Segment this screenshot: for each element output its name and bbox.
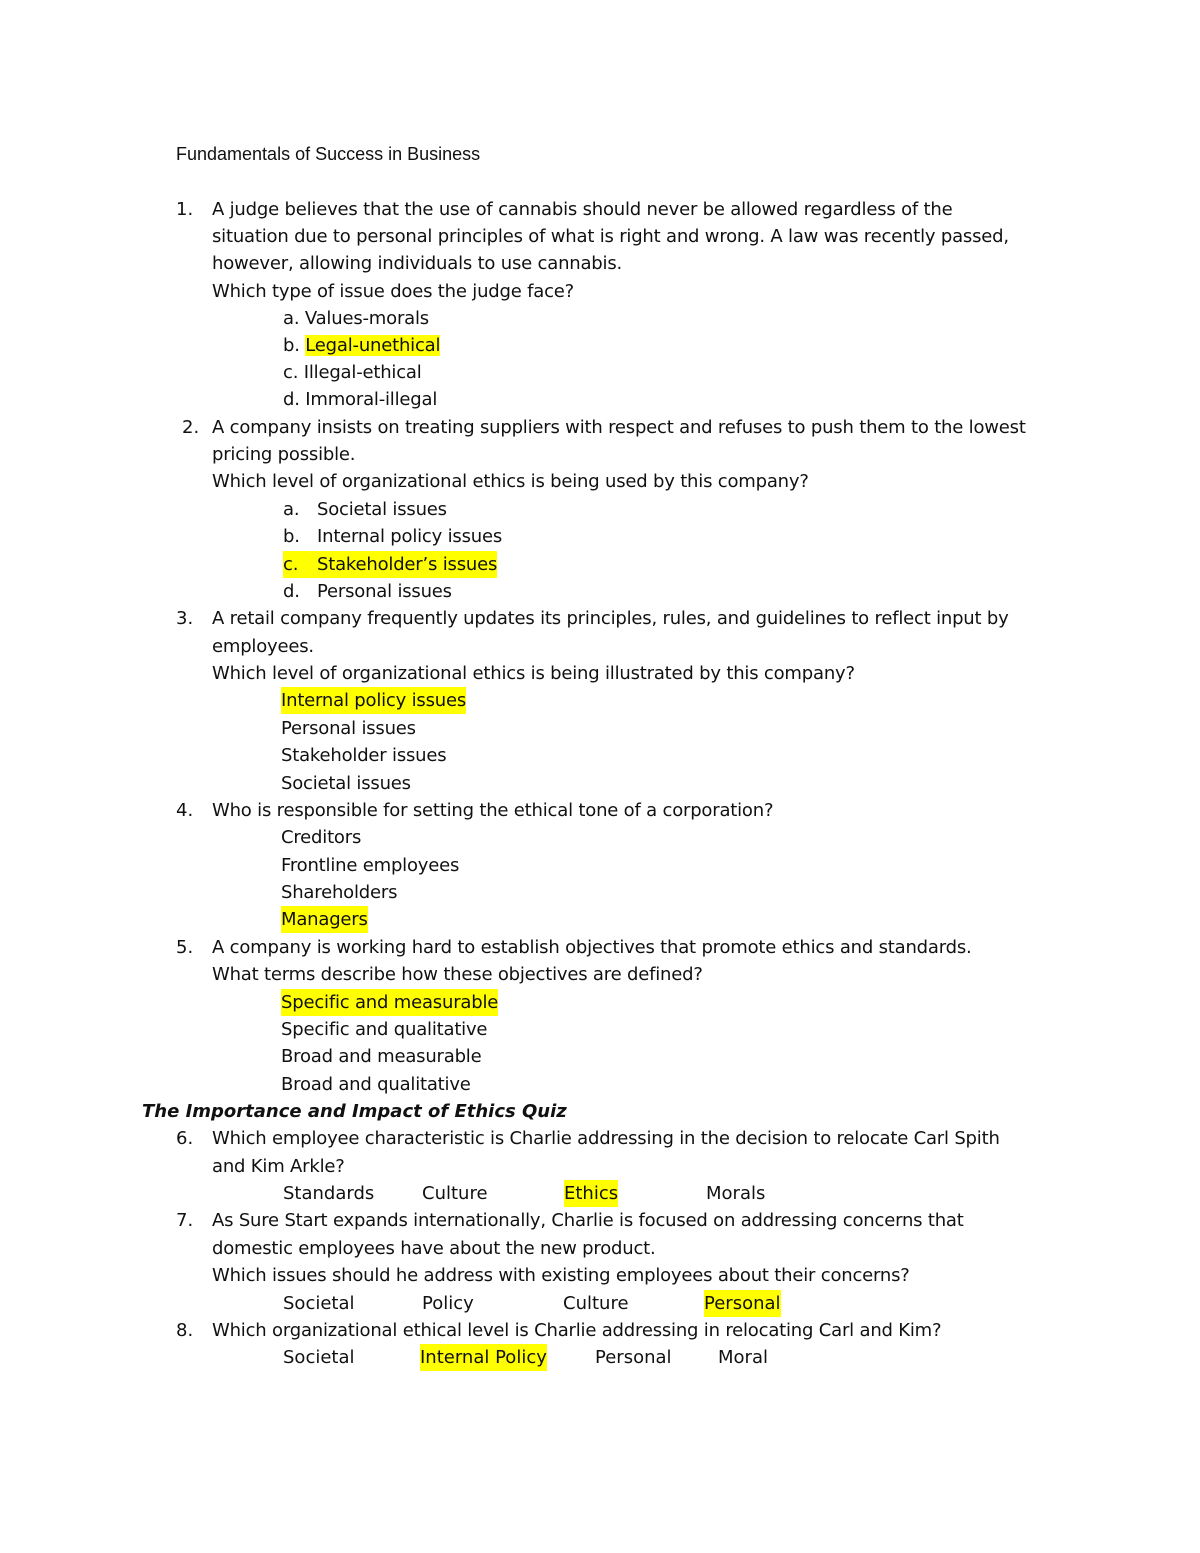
option-letter: b.	[283, 335, 300, 356]
answer-option: Creditors	[281, 827, 362, 848]
question-text-line: domestic employees have about the new product.	[212, 1238, 656, 1259]
answer-option-a	[283, 305, 429, 332]
question-text-line: however, allowing individuals to use cannabis.	[212, 253, 623, 274]
question-number: 5.	[176, 937, 194, 958]
question-prompt: Which organizational ethical level is Charlie addressing in relocating Carl and Kim?	[212, 1320, 942, 1341]
option-letter: b.	[283, 526, 300, 547]
answer-option-highlighted: Specific and measurable	[281, 989, 498, 1016]
question-text-line: A company is working hard to establish objectives that promote ethics and standards.	[212, 937, 972, 958]
answer-option: Stakeholder issues	[281, 745, 447, 766]
question-number: 8.	[176, 1320, 194, 1341]
question-text-line: A retail company frequently updates its principles, rules, and guidelines to reflect input by	[212, 608, 1009, 629]
question-prompt: Which issues should he address with existing employees about their concerns?	[212, 1265, 910, 1286]
question-text-line: employees.	[212, 636, 314, 657]
answer-option: Societal	[283, 1293, 355, 1314]
answer-option: Societal issues	[281, 773, 411, 794]
option-letter: c.	[283, 554, 299, 575]
question-text-line: pricing possible.	[212, 444, 356, 465]
option-text: Personal issues	[317, 581, 452, 602]
question-text-line: As Sure Start expands internationally, Charlie is focused on addressing concerns that	[212, 1210, 964, 1231]
answer-option: Broad and measurable	[281, 1046, 482, 1067]
answer-option: Societal	[283, 1347, 355, 1368]
question-text-line: A company insists on treating suppliers with respect and refuses to push them to the lowest	[212, 417, 1026, 438]
option-text: Stakeholder’s issues	[317, 554, 498, 575]
question-text-line: A judge believes that the use of cannabis should never be allowed regardless of the	[212, 199, 953, 220]
option-letter: c.	[283, 362, 299, 383]
answer-option-d	[283, 386, 437, 413]
answer-option-b	[283, 332, 440, 359]
answer-option: Broad and qualitative	[281, 1074, 471, 1095]
option-text: Immoral-illegal	[305, 389, 438, 410]
answer-option-highlighted: Internal policy issues	[281, 687, 466, 714]
option-text: Illegal-ethical	[303, 362, 422, 383]
answer-option-highlighted: Internal Policy	[420, 1344, 547, 1371]
question-number: 4.	[176, 800, 194, 821]
question-number: 7.	[176, 1210, 194, 1231]
question-prompt: Which type of issue does the judge face?	[212, 281, 575, 302]
question-number: 6.	[176, 1128, 194, 1149]
option-letter: d.	[283, 389, 300, 410]
answer-option-d	[283, 578, 452, 605]
section-heading: The Importance and Impact of Ethics Quiz	[142, 1101, 567, 1122]
answer-option-c	[283, 359, 422, 386]
option-letter: a.	[283, 308, 300, 329]
option-text: Values-morals	[304, 308, 429, 329]
option-letter: a.	[283, 499, 300, 520]
answer-option: Moral	[718, 1347, 768, 1368]
answer-option: Specific and qualitative	[281, 1019, 488, 1040]
option-text-highlighted: Legal-unethical	[305, 335, 441, 356]
answer-option: Personal	[595, 1347, 672, 1368]
option-letter: d.	[283, 581, 300, 602]
answer-option: Culture	[563, 1293, 629, 1314]
question-prompt: and Kim Arkle?	[212, 1156, 345, 1177]
question-prompt: Which level of organizational ethics is being illustrated by this company?	[212, 663, 855, 684]
question-prompt: Which level of organizational ethics is being used by this company?	[212, 471, 809, 492]
answer-option-b	[283, 523, 502, 550]
answer-option: Policy	[422, 1293, 474, 1314]
answer-option: Morals	[706, 1183, 766, 1204]
answer-option-highlighted: Managers	[281, 906, 368, 933]
question-prompt: What terms describe how these objectives are defined?	[212, 964, 703, 985]
question-number: 1.	[176, 199, 194, 220]
answer-option-highlighted: Personal	[704, 1290, 781, 1317]
option-text: Societal issues	[317, 499, 447, 520]
answer-option-c-highlighted	[283, 551, 497, 578]
answer-option: Standards	[283, 1183, 375, 1204]
question-number: 2.	[182, 417, 200, 438]
answer-option: Personal issues	[281, 718, 416, 739]
answer-option: Frontline employees	[281, 855, 460, 876]
page-title: Fundamentals of Success in Business	[176, 144, 481, 164]
answer-option-a	[283, 496, 447, 523]
question-text-line: Which employee characteristic is Charlie addressing in the decision to relocate Carl Spith	[212, 1128, 1000, 1149]
answer-option-highlighted: Ethics	[564, 1180, 618, 1207]
question-text-line: situation due to personal principles of what is right and wrong. A law was recently passed,	[212, 226, 1009, 247]
question-prompt: Who is responsible for setting the ethical tone of a corporation?	[212, 800, 774, 821]
question-number: 3.	[176, 608, 194, 629]
option-text: Internal policy issues	[317, 526, 503, 547]
answer-option: Culture	[422, 1183, 488, 1204]
answer-option: Shareholders	[281, 882, 398, 903]
